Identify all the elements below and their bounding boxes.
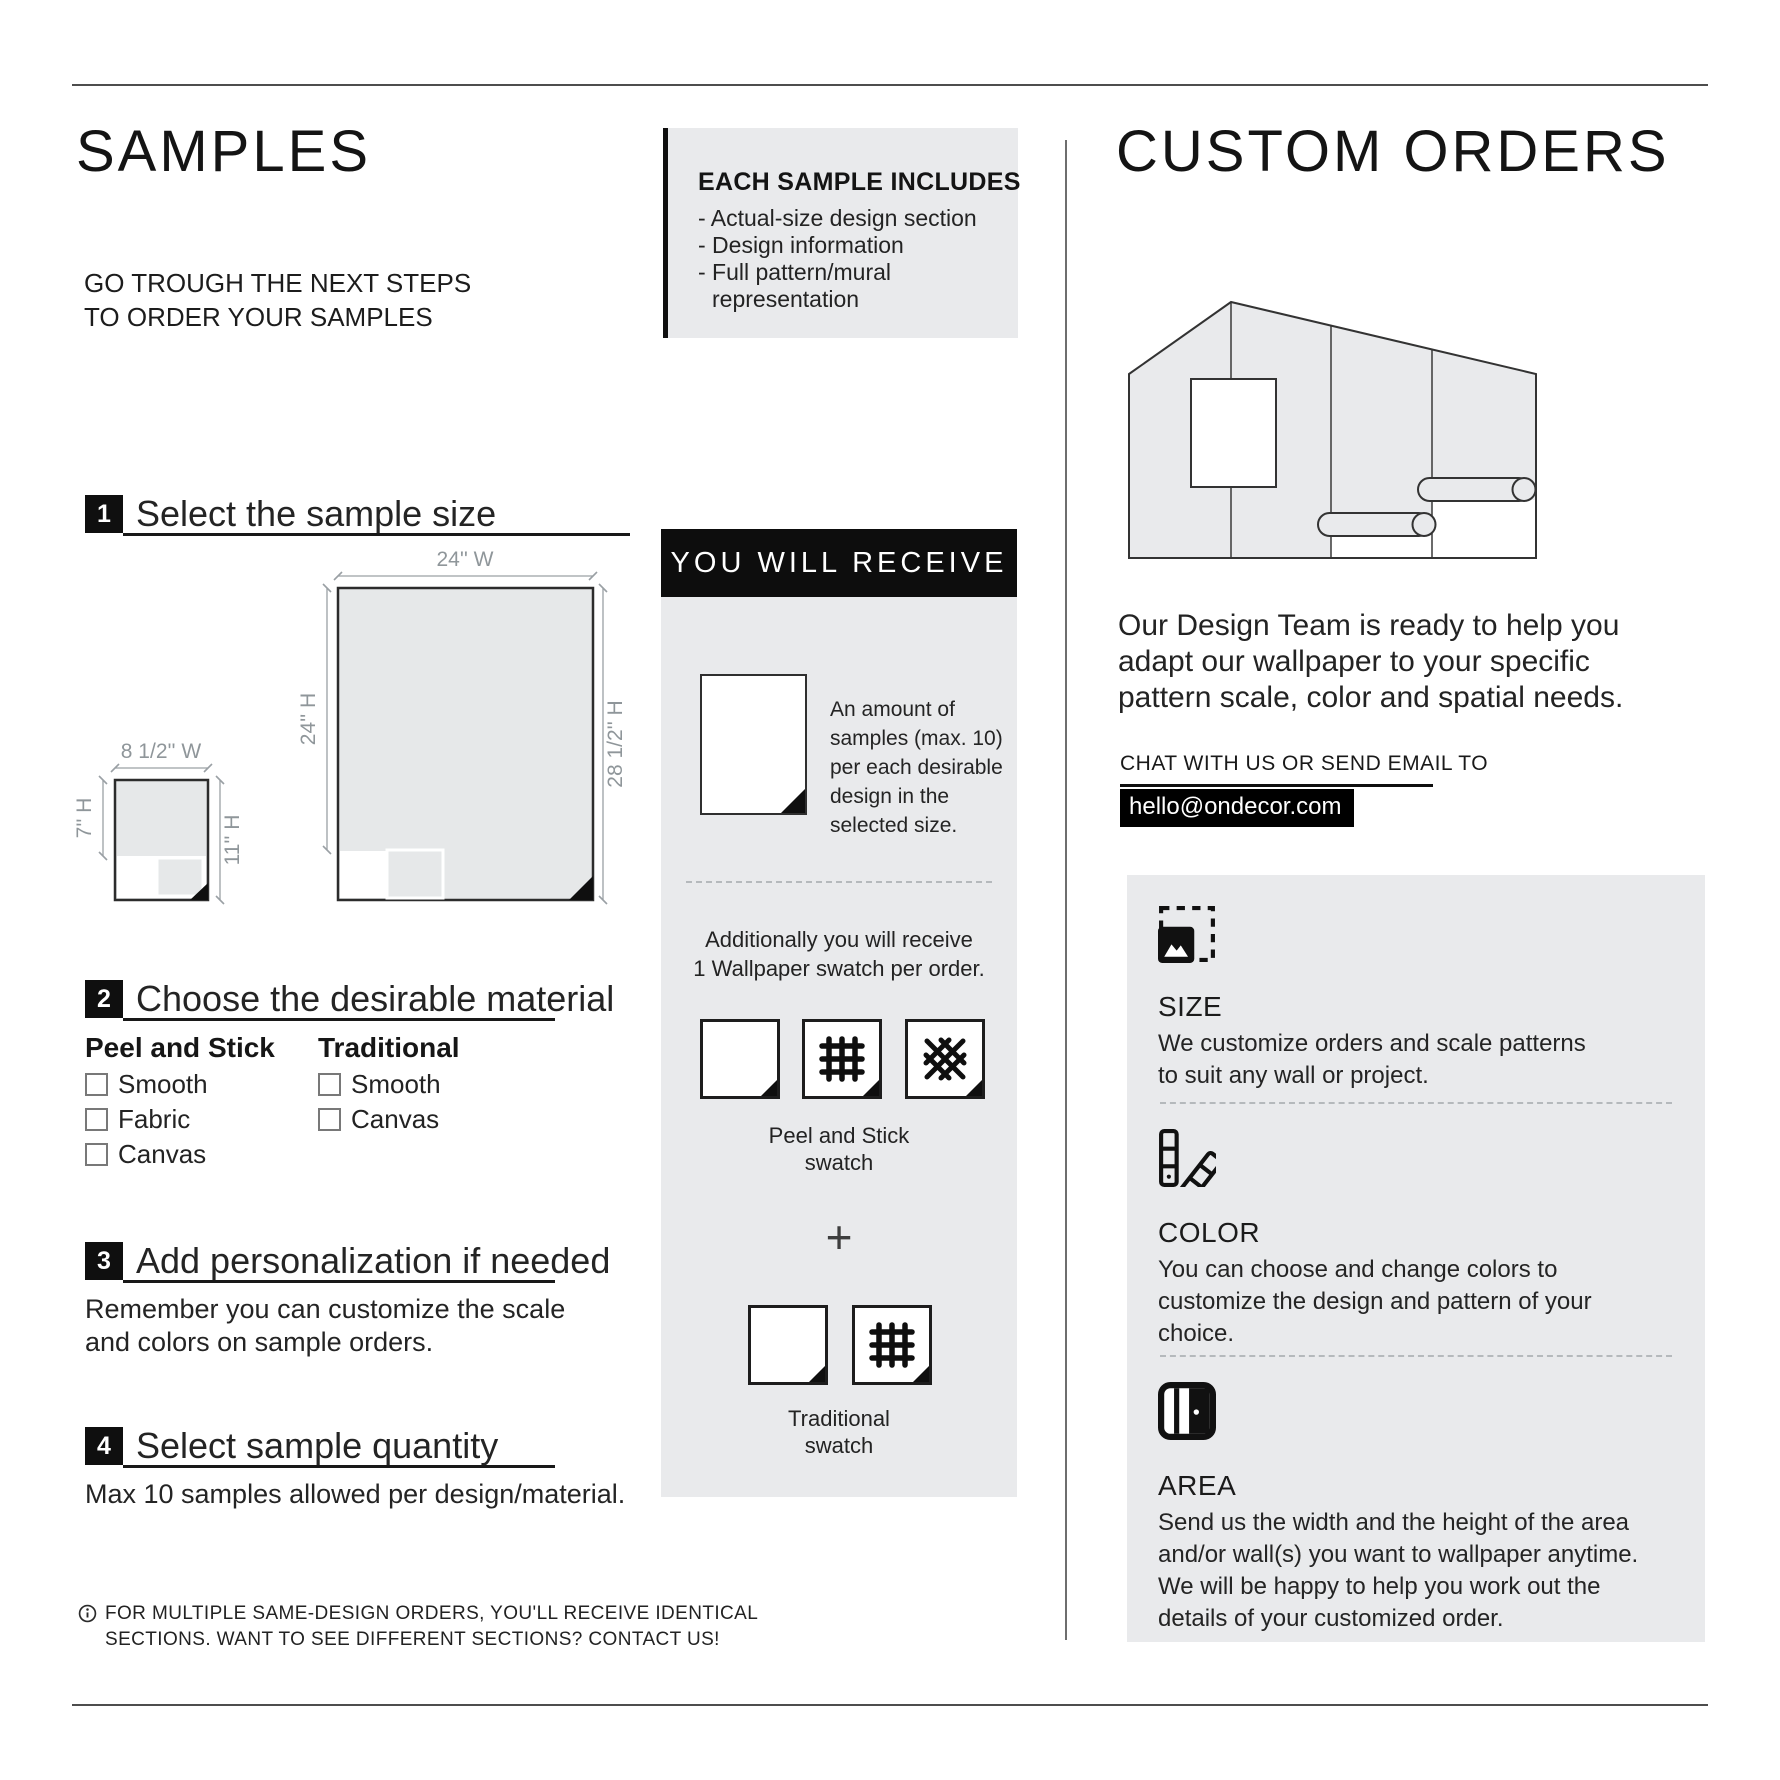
step2-label: Choose the desirable material xyxy=(136,978,615,1019)
peel-swatch-label-line2: swatch xyxy=(804,1150,874,1175)
large-sheet-white-area xyxy=(340,851,387,898)
traditional-canvas-checkbox[interactable] xyxy=(318,1108,341,1131)
peel-fabric-checkbox[interactable] xyxy=(85,1108,108,1131)
grid-pattern-icon xyxy=(869,1322,915,1368)
small-width-label: 8 1/2'' W xyxy=(120,740,202,763)
box-dashed-divider xyxy=(1160,1102,1672,1104)
fold-corner-icon xyxy=(809,1366,825,1382)
peel-canvas-label: Canvas xyxy=(118,1139,207,1169)
step2-number: 2 xyxy=(85,980,123,1018)
small-height-label: 7'' H xyxy=(73,797,96,839)
panel-dashed-divider xyxy=(686,881,992,883)
includes-item-1: - Actual-size design section xyxy=(698,205,977,231)
window xyxy=(1191,379,1276,487)
traditional-smooth-label: Smooth xyxy=(351,1069,441,1099)
chat-label: CHAT WITH US OR SEND EMAIL TO xyxy=(1120,752,1489,775)
large-width-label: 24'' W xyxy=(436,548,494,571)
wallpaper-roll-end xyxy=(1513,478,1536,501)
step4-label: Select sample quantity xyxy=(136,1425,499,1466)
email-link[interactable]: hello@ondecor.com xyxy=(1120,789,1354,827)
step3-number: 3 xyxy=(85,1242,123,1280)
step3-text-line2: and colors on sample orders. xyxy=(85,1327,434,1357)
step3-label: Add personalization if needed xyxy=(136,1240,611,1281)
peel-canvas-checkbox[interactable] xyxy=(85,1143,108,1166)
traditional-title: Traditional xyxy=(318,1032,460,1063)
grid-swatch-icon xyxy=(852,1305,932,1385)
large-sheet-pattern-thumb xyxy=(387,850,443,898)
includes-item-3: - Full pattern/mural representation xyxy=(698,259,892,312)
crosshatch-swatch-icon xyxy=(905,1019,985,1099)
custom-paragraph-line1: Our Design Team is ready to help you xyxy=(1118,609,1620,642)
grid-pattern-icon xyxy=(819,1036,865,1082)
traditional-canvas-label: Canvas xyxy=(351,1104,440,1134)
samples-title: SAMPLES xyxy=(76,119,371,184)
fold-corner-icon xyxy=(863,1080,879,1096)
each-sample-includes-box xyxy=(663,128,1021,338)
column-divider xyxy=(1065,140,1067,1640)
peel-smooth-label: Smooth xyxy=(118,1069,208,1099)
top-divider xyxy=(72,84,1708,86)
plus-icon: + xyxy=(825,1211,853,1263)
you-will-receive-banner: YOU WILL RECEIVE xyxy=(661,529,1017,597)
size-text: We customize orders and scale patterns to suit any wall or project. xyxy=(1158,1030,1586,1089)
traditional-swatch-label-line1: Traditional xyxy=(788,1406,890,1431)
additionally-line1: Additionally you will receive xyxy=(705,927,973,952)
peel-fabric-label: Fabric xyxy=(118,1104,191,1134)
includes-title: EACH SAMPLE INCLUDES xyxy=(698,168,1021,196)
custom-options-box xyxy=(1127,875,1705,1642)
step4-text: Max 10 samples allowed per design/material. xyxy=(85,1479,626,1509)
step3-text-line1: Remember you can customize the scale xyxy=(85,1294,566,1324)
footnote-line2: SECTIONS. WANT TO SEE DIFFERENT SECTIONS? CONTACT US! xyxy=(105,1629,720,1650)
large-height-label: 24'' H xyxy=(297,692,320,746)
traditional-swatch-label-line2: swatch xyxy=(804,1433,874,1458)
peel-smooth-checkbox[interactable] xyxy=(85,1073,108,1096)
plain-swatch-icon xyxy=(700,1019,780,1099)
area-icon xyxy=(1158,1382,1216,1440)
step4-underline xyxy=(123,1465,555,1468)
crosshatch-pattern-icon xyxy=(922,1036,968,1082)
color-heading: COLOR xyxy=(1158,1217,1261,1248)
additionally-line2: 1 Wallpaper swatch per order. xyxy=(693,956,985,981)
step1-number: 1 xyxy=(85,495,123,533)
custom-paragraph-line2: adapt our wallpaper to your specific xyxy=(1118,645,1590,678)
area-heading: AREA xyxy=(1158,1470,1237,1501)
unpapered-area xyxy=(1331,535,1432,558)
samples-subtitle-line1: GO TROUGH THE NEXT STEPS xyxy=(84,268,472,298)
peel-swatch-label-line1: Peel and Stick xyxy=(768,1123,910,1148)
bottom-divider xyxy=(72,1704,1708,1706)
fold-corner-icon xyxy=(913,1366,929,1382)
includes-item-2: - Design information xyxy=(698,232,904,258)
size-heading: SIZE xyxy=(1158,991,1223,1022)
grid-swatch-icon xyxy=(802,1019,882,1099)
wallpaper-roll-end xyxy=(1413,513,1436,536)
size-icon xyxy=(1158,905,1216,963)
chat-underline xyxy=(1120,784,1433,787)
step2-underline xyxy=(123,1018,555,1021)
sample-size-diagram xyxy=(70,540,650,920)
color-icon xyxy=(1158,1129,1216,1187)
info-icon xyxy=(78,1604,97,1623)
custom-paragraph-line3: pattern scale, color and spatial needs. xyxy=(1118,681,1624,714)
samples-subtitle-line2: TO ORDER YOUR SAMPLES xyxy=(84,302,433,332)
wall-illustration xyxy=(1125,295,1545,565)
small-fullheight-label: 11'' H xyxy=(221,814,244,866)
you-will-receive-panel xyxy=(661,597,1017,1497)
sample-sheet-icon xyxy=(700,674,807,815)
area-text: Send us the width and the height of the area and/or wall(s) you want to wallpaper anytime. We will be happy to help you work out the details of your customized order. xyxy=(1158,1509,1639,1632)
samples-amount-text: An amount of samples (max. 10) per each desirable design in the selected size. xyxy=(830,698,1003,837)
box-dashed-divider xyxy=(1160,1355,1672,1357)
fold-corner-icon xyxy=(966,1080,982,1096)
peel-and-stick-title: Peel and Stick xyxy=(85,1032,275,1063)
fold-corner-icon xyxy=(781,789,805,813)
plain-swatch-icon xyxy=(748,1305,828,1385)
fold-corner-icon xyxy=(761,1080,777,1096)
unpapered-area xyxy=(1432,500,1536,558)
step1-label: Select the sample size xyxy=(136,493,497,534)
large-fullheight-label: 28 1/2'' H xyxy=(604,700,627,788)
footnote-line1: FOR MULTIPLE SAME-DESIGN ORDERS, YOU'LL RECEIVE IDENTICAL xyxy=(105,1603,759,1624)
color-text: You can choose and change colors to customize the design and pattern of your choice. xyxy=(1158,1256,1592,1347)
step1-underline xyxy=(123,533,630,536)
small-sheet-pattern-thumb xyxy=(157,858,203,896)
custom-orders-title: CUSTOM ORDERS xyxy=(1116,119,1670,184)
step3-underline xyxy=(123,1280,555,1283)
traditional-smooth-checkbox[interactable] xyxy=(318,1073,341,1096)
step4-number: 4 xyxy=(85,1427,123,1465)
